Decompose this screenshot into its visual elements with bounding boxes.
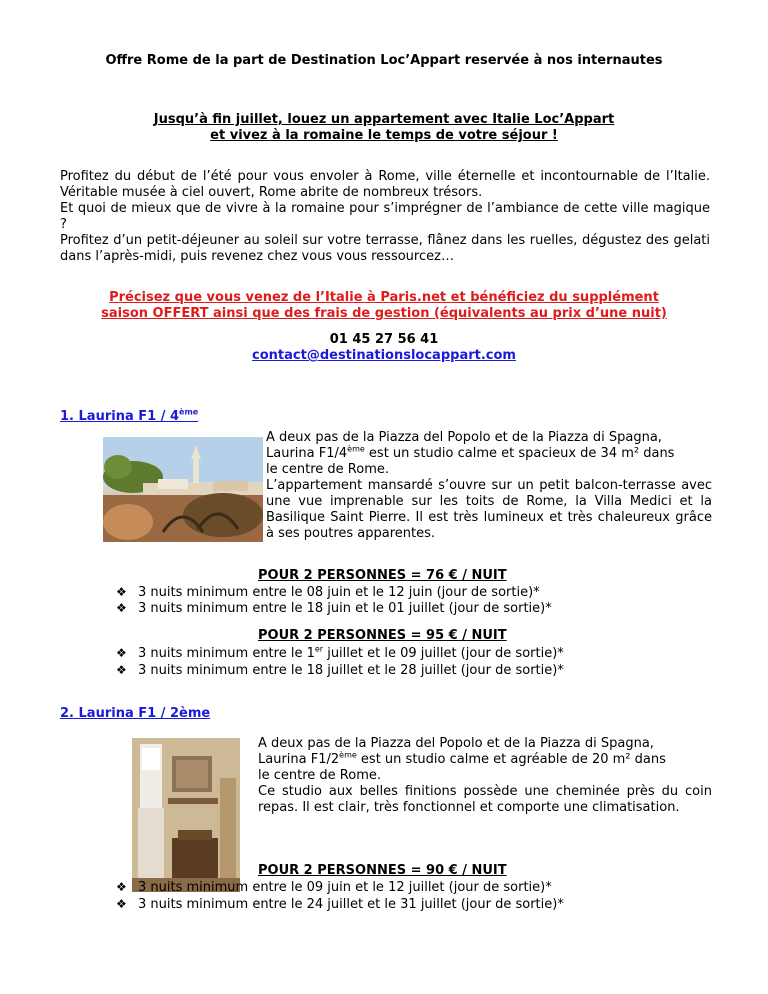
- listing-2-desc-line-3: le centre de Rome.: [258, 768, 381, 783]
- diamond-bullet-icon: ❖: [116, 585, 127, 599]
- listing-2-desc-line-2: Laurina F1/2ème est un studio calme et agréable de 20 m² dans: [258, 750, 666, 767]
- listing-1-desc-rest: L’appartement mansardé s’ouvre sur un petit balcon-terrasse avec une vue imprenable sur les toits de Rome, la Villa Medici et la Basilique Saint Pierre. Il est très lumineux et très chaleureux grâce à ses poutres apparentes.: [266, 478, 712, 541]
- intro-paragraph-3: Profitez d’un petit-déjeuner au soleil sur votre terrasse, flânez dans les ruelles, dégustez des gelati dans l’après-midi, puis revenez chez vous vous ressourcez…: [60, 233, 710, 264]
- listing-1-price-1-item: ❖ 3 nuits minimum entre le 18 juin et le 01 juillet (jour de sortie)*: [116, 601, 552, 616]
- listing-1-desc-line-1: A deux pas de la Piazza del Popolo et de la Piazza di Spagna,: [266, 430, 662, 445]
- diamond-bullet-icon: ❖: [116, 601, 127, 615]
- diamond-bullet-icon: ❖: [116, 646, 127, 660]
- listing-2-desc-line-1: A deux pas de la Piazza del Popolo et de la Piazza di Spagna,: [258, 736, 654, 751]
- listing-1-price-2-header: POUR 2 PERSONNES = 95 € / NUIT: [258, 628, 507, 643]
- offer-line-1: Précisez que vous venez de l’Italie à Paris.net et bénéficiez du supplément: [109, 290, 659, 305]
- listing-2-photo: [132, 738, 240, 892]
- listing-1-title[interactable]: 1. Laurina F1 / 4ème: [60, 407, 199, 424]
- listing-1-price-1-item: ❖ 3 nuits minimum entre le 08 juin et le 12 juin (jour de sortie)*: [116, 585, 540, 600]
- listing-1-price-1-header: POUR 2 PERSONNES = 76 € / NUIT: [258, 568, 507, 583]
- diamond-bullet-icon: ❖: [116, 880, 127, 894]
- offer-line-2: saison OFFERT ainsi que des frais de gestion (équivalents au prix d’une nuit): [101, 306, 667, 321]
- listing-1-price-2-item: ❖ 3 nuits minimum entre le 1er juillet et le 09 juillet (jour de sortie)*: [116, 644, 564, 661]
- diamond-bullet-icon: ❖: [116, 897, 127, 911]
- headline-line-1: Jusqu’à fin juillet, louez un appartement avec Italie Loc’Appart: [153, 112, 615, 127]
- listing-2-price-item: ❖ 3 nuits minimum entre le 09 juin et le 12 juillet (jour de sortie)*: [116, 880, 552, 895]
- listing-1-price-2-item: ❖ 3 nuits minimum entre le 18 juillet et le 28 juillet (jour de sortie)*: [116, 663, 564, 678]
- contact-email-row: [60, 348, 708, 364]
- studio-interior-image: [132, 738, 240, 892]
- listing-1-desc-line-3: le centre de Rome.: [266, 462, 389, 477]
- listing-2-title[interactable]: 2. Laurina F1 / 2ème: [60, 706, 211, 721]
- listing-2-desc-rest: Ce studio aux belles finitions possède une cheminée près du coin repas. Il est clair, très fonctionnel et comporte une climatisation.: [258, 784, 712, 815]
- listing-1-desc-line-2: Laurina F1/4ème est un studio calme et spacieux de 34 m² dans: [266, 444, 675, 461]
- diamond-bullet-icon: ❖: [116, 663, 127, 677]
- intro-paragraph-2: Et quoi de mieux que de vivre à la romaine pour s’imprégner de l’ambiance de cette ville magique ?: [60, 201, 710, 232]
- listing-2-price-item: ❖ 3 nuits minimum entre le 24 juillet et le 31 juillet (jour de sortie)*: [116, 897, 564, 912]
- headline-line-2: et vivez à la romaine le temps de votre séjour !: [210, 128, 558, 143]
- document-title: Offre Rome de la part de Destination Loc’Appart reservée à nos internautes: [105, 53, 663, 68]
- rooftop-terrace-image: [103, 437, 263, 542]
- intro-paragraph-1: Profitez du début de l’été pour vous envoler à Rome, ville éternelle et incontournable de l’Italie. Véritable musée à ciel ouvert, Rome abrite de nombreux trésors.: [60, 169, 710, 200]
- contact-phone: 01 45 27 56 41: [329, 332, 439, 347]
- listing-2-price-header: POUR 2 PERSONNES = 90 € / NUIT: [258, 863, 507, 878]
- contact-email-link[interactable]: contact@destinationslocappart.com: [252, 348, 516, 363]
- listing-1-photo: [103, 437, 263, 542]
